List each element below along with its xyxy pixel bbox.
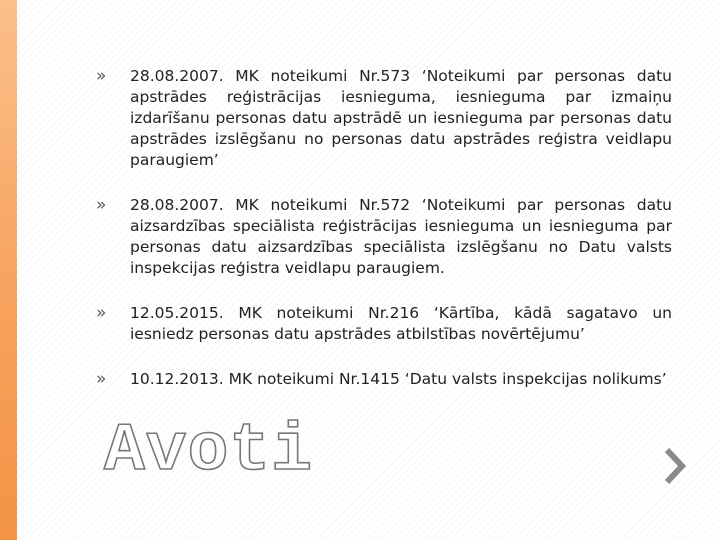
bullet-marker: » [96, 195, 107, 215]
bullet-text: 12.05.2015. MK noteikumi Nr.216 ‘Kārtība, kādā sagatavo un iesniedz personas datu apstrādes atbilstības novērtējumu’ [130, 304, 672, 343]
list-item [96, 369, 672, 390]
slide-title: Avoti [104, 413, 314, 490]
list-item [96, 303, 672, 345]
source-list [96, 66, 672, 390]
bullet-marker: » [96, 303, 107, 323]
list-item [96, 66, 672, 171]
bullet-marker: » [96, 369, 107, 389]
list-item [96, 195, 672, 279]
accent-bar [0, 0, 17, 540]
bullet-text: 28.08.2007. MK noteikumi Nr.573 ‘Noteikumi par personas datu apstrādes reģistrācijas iesnieguma, iesnieguma par izmaiņu izdarīšanu personas datu apstrādē un iesnieguma par personas datu apstrādes izslēgšanu no personas datu apstrādes reģistra veidlapu paraugiem’ [130, 67, 672, 169]
bullet-text: 10.12.2013. MK noteikumi Nr.1415 ‘Datu valsts inspekcijas nolikums’ [130, 370, 667, 388]
bullet-text: 28.08.2007. MK noteikumi Nr.572 ‘Noteikumi par personas datu aizsardzības speciālista reģistrācijas iesnieguma un iesnieguma par personas datu aizsardzības speciālista izslēgšanu no Datu valsts inspekcijas reģistra veidlapu paraugiem. [130, 196, 672, 277]
chevron-right-icon[interactable] [662, 446, 688, 486]
bullet-marker: » [96, 66, 107, 86]
